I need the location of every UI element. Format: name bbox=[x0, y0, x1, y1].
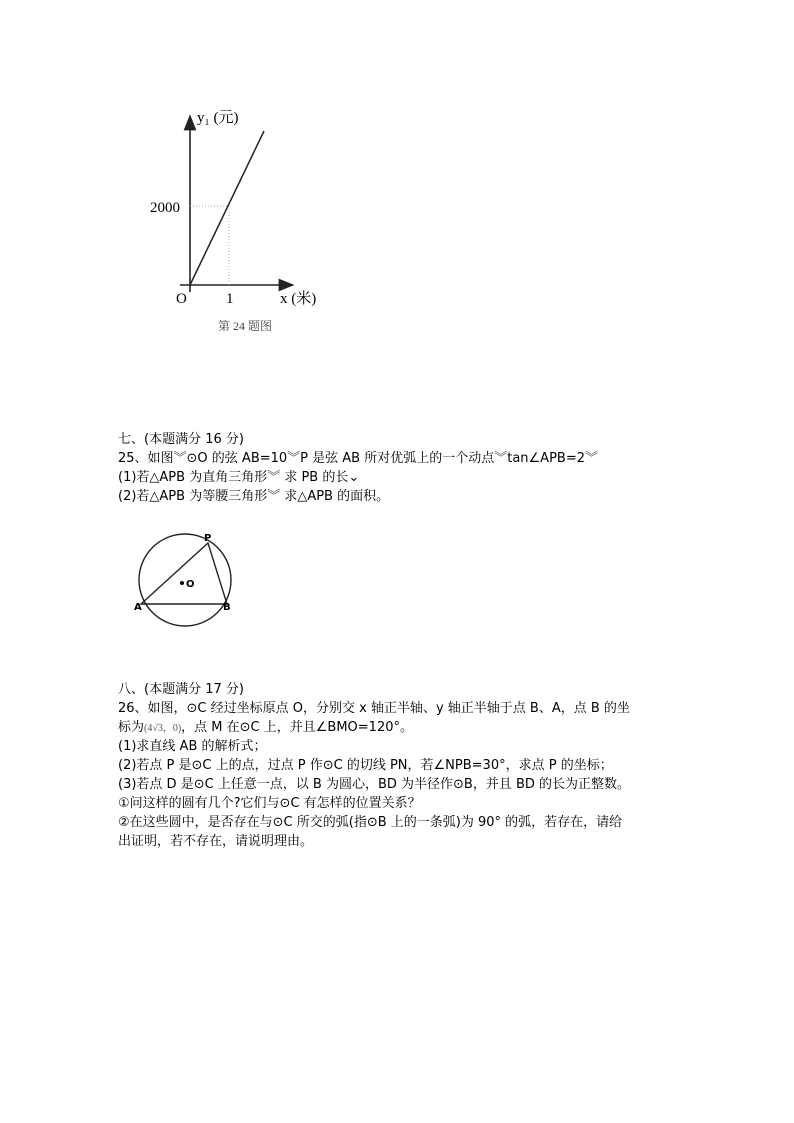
q26-section-heading: 八、(本题满分 17 分) bbox=[118, 682, 244, 697]
q26-stem-line1: 26、如图，⊙C 经过坐标原点 O，分别交 x 轴正半轴、y 轴正半轴于点 B、A，点 B 的坐 bbox=[118, 701, 630, 716]
q26-sub1: ①问这样的圆有几个?它们与⊙C 有怎样的位置关系？ bbox=[118, 796, 421, 811]
stem-suffix: ，点 M 在⊙C 上，并且∠BMO=120°。 bbox=[181, 720, 413, 735]
point-b-coordinate: (4√3，0) bbox=[144, 723, 182, 734]
q25-section-heading: 七、(本题满分 16 分) bbox=[118, 432, 244, 447]
label-b: B bbox=[223, 602, 231, 613]
q25-stem: 25、如图︾⊙O 的弦 AB=10︾P 是弦 AB 所对优弧上的一个动点︾tan∠APB=2︾ bbox=[118, 451, 598, 466]
q25-circle-figure bbox=[0, 530, 794, 640]
q25-part2: (2)若△APB 为等腰三角形︾ 求△APB 的面积。 bbox=[118, 489, 390, 504]
origin-label: O bbox=[176, 291, 187, 307]
q26-part2: (2)若点 P 是⊙C 上的点，过点 P 作⊙C 的切线 PN，若∠NPB=30°，求点 P 的坐标； bbox=[118, 758, 613, 773]
label-a: A bbox=[134, 602, 142, 613]
figure-caption: 第 24 题图 bbox=[218, 319, 273, 333]
triangle-apb bbox=[141, 543, 227, 604]
y-axis-label: y₁ (元) bbox=[197, 110, 239, 126]
circle-o bbox=[139, 534, 231, 626]
label-p: P bbox=[204, 533, 212, 544]
y1-line bbox=[190, 131, 264, 285]
q26-sub2-line2: 出证明，若不存在，请说明理由。 bbox=[118, 834, 314, 849]
q26-part1: (1)求直线 AB 的解析式； bbox=[118, 739, 267, 754]
stem-prefix: 标为 bbox=[118, 720, 145, 735]
figure-24-graph bbox=[0, 0, 794, 345]
q26-sub2-line1: ②在这些圆中，是否存在与⊙C 所交的弧(指⊙B 上的一条弧)为 90° 的弧，若存在，请给 bbox=[118, 815, 623, 830]
x-tick-1: 1 bbox=[226, 291, 234, 307]
y-tick-2000: 2000 bbox=[150, 200, 180, 216]
q25-part1: (1)若△APB 为直角三角形︾ 求 PB 的长⌄ bbox=[118, 470, 360, 485]
q26-stem-line2 bbox=[118, 718, 413, 738]
label-o: O bbox=[186, 579, 195, 590]
center-dot bbox=[180, 581, 184, 585]
x-axis-label: x (米) bbox=[280, 291, 317, 307]
q26-part3: (3)若点 D 是⊙C 上任意一点，以 B 为圆心，BD 为半径作⊙B，并且 BD 的长为正整数。 bbox=[118, 777, 631, 792]
